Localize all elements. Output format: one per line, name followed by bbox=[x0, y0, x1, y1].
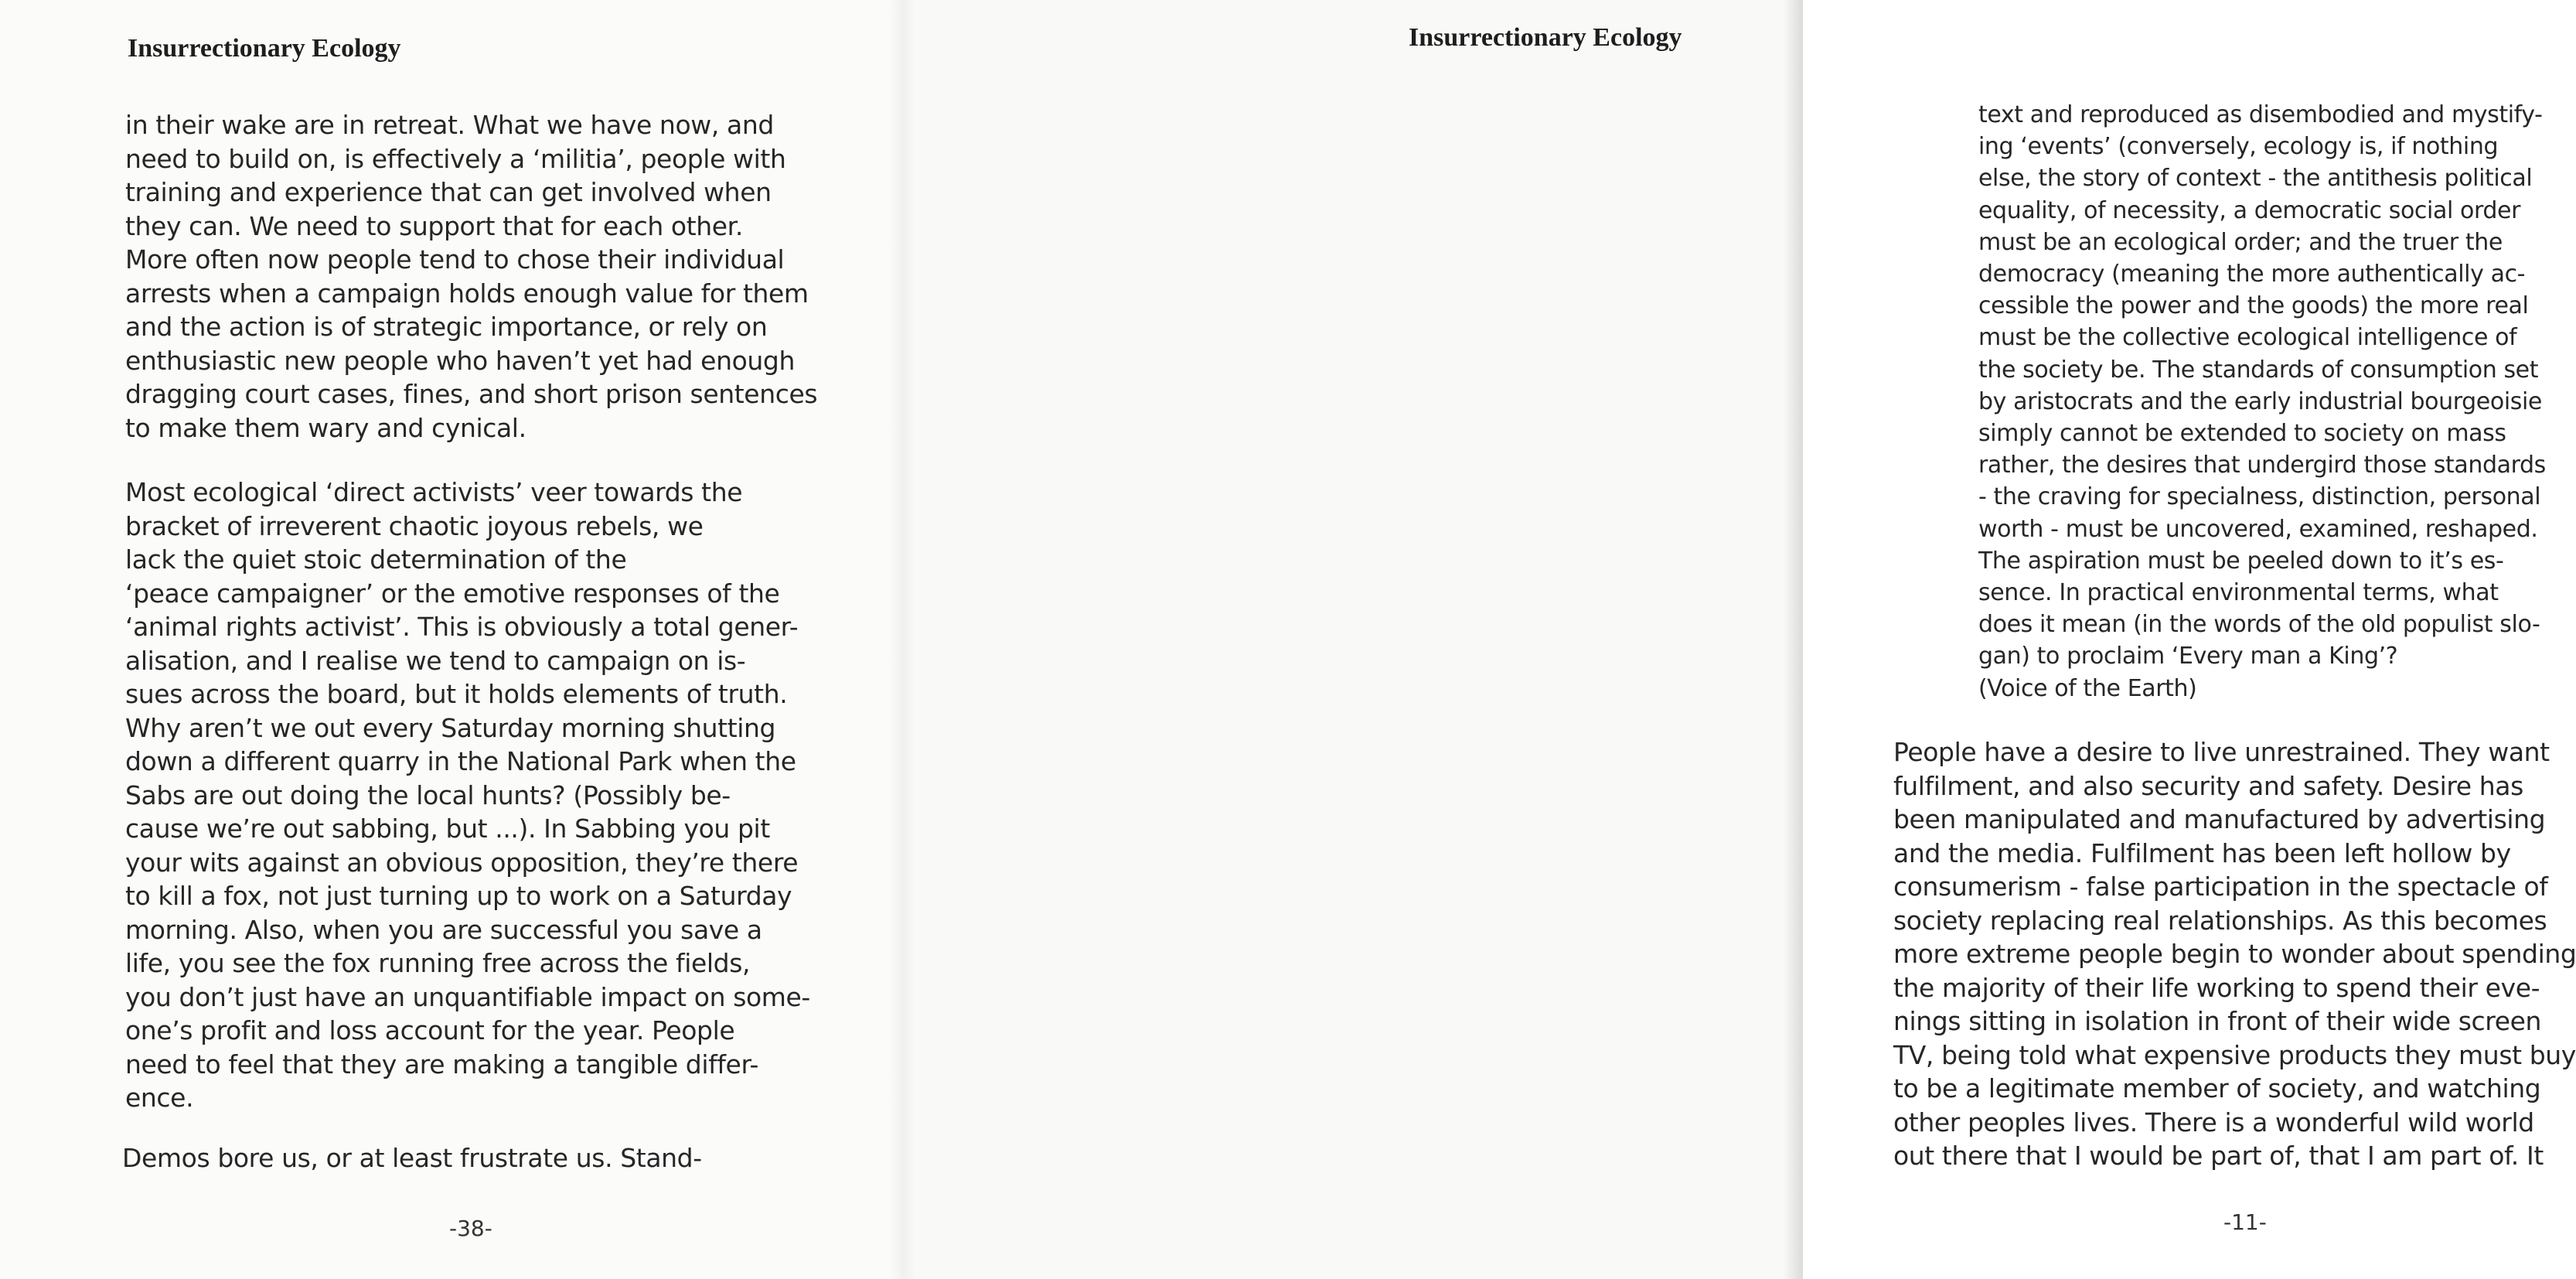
left-page bbox=[0, 0, 901, 1279]
quote-line: sence. In practical environmental terms, what bbox=[1978, 579, 2499, 607]
text-line: been manipulated and manufactured by advertising bbox=[1893, 804, 2546, 834]
text-line: to make them wary and cynical. bbox=[125, 412, 526, 443]
text-line: your wits against an obvious opposition, they’re there bbox=[125, 847, 799, 878]
paragraph-demos bbox=[122, 1141, 702, 1175]
text-line: cause we’re out sabbing, but ...). In Sabbing you pit bbox=[125, 813, 770, 844]
page-number: -11- bbox=[2223, 1209, 2267, 1235]
text-line: lack the quiet stoic determination of the bbox=[125, 544, 627, 575]
text-line: People have a desire to live unrestrained. They want bbox=[1893, 737, 2550, 767]
quote-line: ing ‘events’ (conversely, ecology is, if nothing bbox=[1978, 133, 2499, 161]
quote-line: by aristocrats and the early industrial bourgeoisie bbox=[1978, 387, 2542, 415]
quote-source: (Voice of the Earth) bbox=[1978, 674, 2197, 702]
quote-line: else, the story of context - the antithesis political bbox=[1978, 165, 2533, 193]
text-line: arrests when a campaign holds enough value for them bbox=[125, 278, 809, 309]
quote-line: cessible the power and the goods) the more real bbox=[1978, 292, 2529, 320]
text-line: life, you see the fox running free across the fields, bbox=[125, 948, 751, 978]
page-edge-shadow bbox=[1783, 0, 1803, 1279]
quote-line: democracy (meaning the more authentically ac- bbox=[1978, 261, 2526, 288]
quote-line: The aspiration must be peeled down to it’s es- bbox=[1978, 547, 2504, 575]
text-line: more extreme people begin to wonder about spending bbox=[1893, 939, 2576, 969]
text-line: ence. bbox=[125, 1083, 194, 1113]
text-line: other peoples lives. There is a wonderful wild world bbox=[1893, 1107, 2534, 1137]
text-line: and the media. Fulfilment has been left hollow by bbox=[1893, 837, 2511, 868]
quote-line: the society be. The standards of consumption set bbox=[1978, 356, 2539, 384]
quote-line: - the craving for specialness, distinction, personal bbox=[1978, 483, 2541, 511]
text-line: enthusiastic new people who haven’t yet had enough bbox=[125, 345, 795, 376]
running-head: Insurrectionary Ecology bbox=[1409, 23, 1682, 52]
text-line: TV, being told what expensive products they must buy bbox=[1893, 1039, 2576, 1070]
text-line: Why aren’t we out every Saturday morning shutting bbox=[125, 712, 776, 743]
text-line: Most ecological ‘direct activists’ veer towards the bbox=[125, 477, 743, 507]
text-line: they can. We need to support that for each other. bbox=[125, 210, 743, 241]
paragraph-desire bbox=[1893, 735, 2576, 1173]
running-head: Insurrectionary Ecology bbox=[128, 34, 401, 63]
text-line: morning. Also, when you are successful you save a bbox=[125, 914, 762, 945]
text-line: to kill a fox, not just turning up to work on a Saturday bbox=[125, 881, 792, 911]
text-line: one’s profit and loss account for the year. People bbox=[125, 1015, 735, 1045]
text-line: dragging court cases, fines, and short prison sentences bbox=[125, 379, 818, 409]
text-line: ‘animal rights activist’. This is obviously a total gener- bbox=[125, 612, 799, 642]
text-line: ‘peace campaigner’ or the emotive responses of the bbox=[125, 578, 780, 609]
text-line: out there that I would be part of, that I am part of. It bbox=[1893, 1141, 2544, 1171]
text-line: and the action is of strategic importance, or rely on bbox=[125, 312, 768, 342]
text-line: need to build on, is effectively a ‘militia’, people with bbox=[125, 143, 786, 174]
quote-line: rather, the desires that undergird those standards bbox=[1978, 452, 2546, 479]
text-line: need to feel that they are making a tangible differ- bbox=[125, 1049, 759, 1079]
text-line: society replacing real relationships. As this becomes bbox=[1893, 905, 2547, 936]
quote-line: does it mean (in the words of the old populist slo- bbox=[1978, 611, 2540, 639]
text-line: More often now people tend to chose their individual bbox=[125, 244, 785, 275]
text-line: you don’t just have an unquantifiable impact on some- bbox=[125, 981, 810, 1012]
text-line: down a different quarry in the National Park when the bbox=[125, 746, 796, 776]
quote-line: equality, of necessity, a democratic social order bbox=[1978, 196, 2521, 224]
quote-line: worth - must be uncovered, examined, reshaped. bbox=[1978, 515, 2538, 543]
text-line: bracket of irreverent chaotic joyous rebels, we bbox=[125, 510, 704, 541]
text-line: Demos bore us, or at least frustrate us. Stand- bbox=[122, 1143, 702, 1173]
block-quote bbox=[1978, 99, 2546, 704]
text-line: Sabs are out doing the local hunts? (Possibly be- bbox=[125, 779, 731, 810]
quote-line: must be an ecological order; and the truer the bbox=[1978, 228, 2503, 256]
text-line: alisation, and I realise we tend to campaign on is- bbox=[125, 645, 746, 676]
text-line: in their wake are in retreat. What we have now, and bbox=[125, 110, 774, 140]
text-line: the majority of their life working to spend their eve- bbox=[1893, 972, 2540, 1003]
paragraph-direct-activists bbox=[125, 476, 810, 1115]
page-number: -38- bbox=[449, 1216, 492, 1241]
quote-line: must be the collective ecological intelligence of bbox=[1978, 324, 2517, 352]
text-line: sues across the board, but it holds elements of truth. bbox=[125, 679, 788, 709]
quote-line: simply cannot be extended to society on mass bbox=[1978, 420, 2506, 448]
paragraph-militia bbox=[125, 108, 817, 445]
text-line: consumerism - false participation in the spectacle of bbox=[1893, 871, 2548, 902]
text-line: to be a legitimate member of society, and watching bbox=[1893, 1073, 2541, 1103]
text-line: fulfilment, and also security and safety. Desire has bbox=[1893, 770, 2523, 801]
text-line: training and experience that can get involved when bbox=[125, 177, 772, 207]
right-page bbox=[901, 0, 2576, 1279]
text-line: nings sitting in isolation in front of their wide screen bbox=[1893, 1006, 2542, 1036]
gutter-shadow bbox=[889, 0, 915, 1279]
quote-line: gan) to proclaim ‘Every man a King’? bbox=[1978, 643, 2398, 670]
quote-line: text and reproduced as disembodied and mystify- bbox=[1978, 101, 2543, 128]
